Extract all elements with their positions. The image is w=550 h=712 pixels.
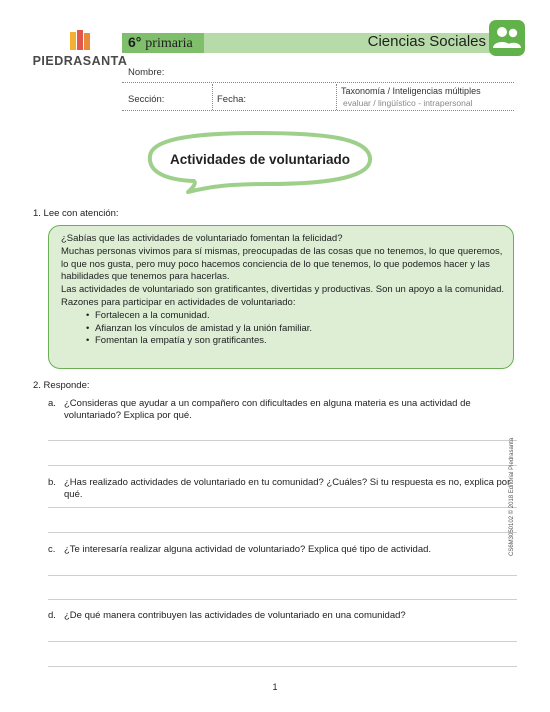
reading-paragraph: Las actividades de voluntariado son gratificantes, divertidas y productivas. Son un apoyo a la comunidad. [61, 284, 505, 296]
q2c-letter: c. [48, 544, 56, 555]
name-line[interactable] [122, 82, 514, 83]
answer-line[interactable] [48, 532, 517, 533]
subject-title: Ciencias Sociales [367, 33, 486, 50]
grade-word: primaria [145, 36, 193, 51]
q1-label: 1. Lee con atención: [33, 208, 119, 219]
q2b-text: ¿Has realizado actividades de voluntariado en tu comunidad? ¿Cuáles? Si tu respuesta es no, explica por qué. [64, 477, 511, 500]
q2-label: 2. Responde: [33, 380, 90, 391]
name-label: Nombre: [128, 67, 165, 78]
answer-line[interactable] [48, 666, 517, 667]
q2d-text: ¿De qué manera contribuyen las actividades de voluntariado en una comunidad? [64, 610, 406, 621]
list-item: • Afianzan los vínculos de amistad y la unión familiar. [61, 323, 506, 336]
field-divider [336, 84, 337, 110]
people-icon [489, 20, 525, 56]
book-logo-icon [67, 30, 93, 52]
date-label: Fecha: [217, 94, 247, 105]
answer-line[interactable] [48, 599, 517, 600]
field-divider [212, 84, 213, 110]
taxonomy-detail: evaluar / lingüístico - intrapersonal [343, 98, 473, 108]
q2b-letter: b. [48, 477, 56, 488]
answer-line[interactable] [48, 465, 517, 466]
reading-paragraph: ¿Sabías que las actividades de voluntariado fomentan la felicidad? [61, 233, 343, 244]
publisher-logo [30, 30, 130, 70]
answer-line[interactable] [48, 440, 517, 441]
copyright-code: CS6M3050102 © 2018 Editorial Piedrasanta [509, 437, 515, 556]
list-item: • Fortalecen a la comunidad. [61, 310, 506, 323]
section-label: Sección: [128, 94, 165, 105]
q2d-letter: d. [48, 610, 56, 621]
section-line [122, 110, 514, 111]
q2a-text: ¿Consideras que ayudar a un compañero con dificultades en alguna materia es una actividad de voluntariado? Explica por qué. [64, 398, 471, 421]
reading-paragraph: Muchas personas vivimos para sí mismas, preocupadas de las cosas que no tenemos, lo que queremos, lo que nos gusta, pero muy poco hacemos conciencia de lo que tenemos, lo que podemos hacer y las habilidades que tenemos para hacerlas. [61, 245, 503, 283]
reading-text [61, 233, 506, 348]
answer-line[interactable] [48, 507, 517, 508]
answer-line[interactable] [48, 575, 517, 576]
page-number: 1 [272, 682, 278, 692]
worksheet-title: Actividades de voluntariado [169, 152, 351, 167]
reading-paragraph: Razones para participar en actividades de voluntariado: [61, 296, 296, 308]
list-item: • Fomentan la empatía y son gratificantes. [61, 335, 506, 348]
grade-number: 6° [128, 34, 142, 50]
logo-text: PIEDRASANTA [32, 54, 128, 68]
reasons-list [61, 310, 506, 348]
taxonomy-label: Taxonomía / Inteligencias múltiples [341, 86, 481, 96]
q2c-text: ¿Te interesaría realizar alguna actividad de voluntariado? Explica qué tipo de actividad. [64, 544, 432, 555]
q2a-letter: a. [48, 398, 56, 409]
grade-label [128, 34, 193, 52]
answer-line[interactable] [48, 641, 517, 642]
